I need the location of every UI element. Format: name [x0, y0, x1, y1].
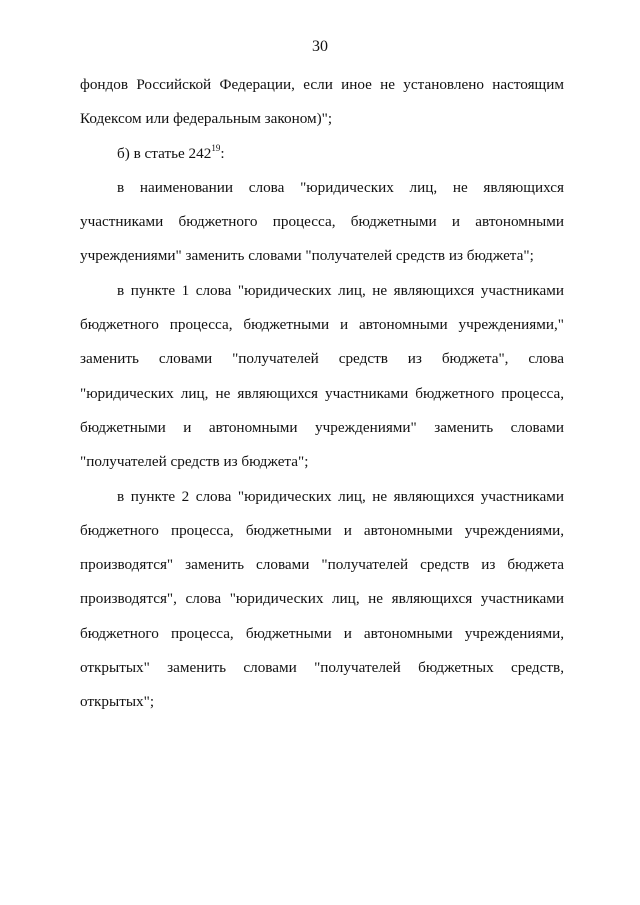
paragraph-continuation: фондов Российской Федерации, если иное не установлено настоящим Кодексом или федеральным законом)"; — [80, 76, 564, 128]
page-number: 30 — [312, 38, 328, 55]
paragraph-subitem-b — [80, 137, 564, 171]
paragraph-title-amendment: в наименовании слова "юридических лиц, не являющихся участниками бюджетного процесса, бюджетными и автономными учреждениями" заменить словами "получателей средств из бюджета"; — [80, 178, 564, 265]
paragraph-point-1-amendment: в пункте 1 слова "юридических лиц, не являющихся участниками бюджетного процесса, бюджетными и автономными учреждениями," заменить словами "получателей средств из бюджета", слова "юридических лиц, не являющихся участниками бюджетного процесса, бюджетными и автономными учреждениями" заменить словами "получателей средств из бюджета"; — [80, 281, 564, 471]
paragraph-point-2-amendment: в пункте 2 слова "юридических лиц, не являющихся участниками бюджетного процесса, бюджетными и автономными учреждениями, производятся" заменить словами "получателей средств из бюджета производятся", слова "юридических лиц, не являющихся участниками бюджетного процесса, бюджетными и автономными учреждениями, открытых" заменить словами "получателей бюджетных средств, открытых"; — [80, 487, 564, 711]
document-body — [80, 68, 564, 720]
article-superscript: 19 — [211, 142, 221, 153]
subitem-b-colon: : — [220, 144, 225, 162]
subitem-b-text: б) в статье 242 — [117, 144, 212, 162]
